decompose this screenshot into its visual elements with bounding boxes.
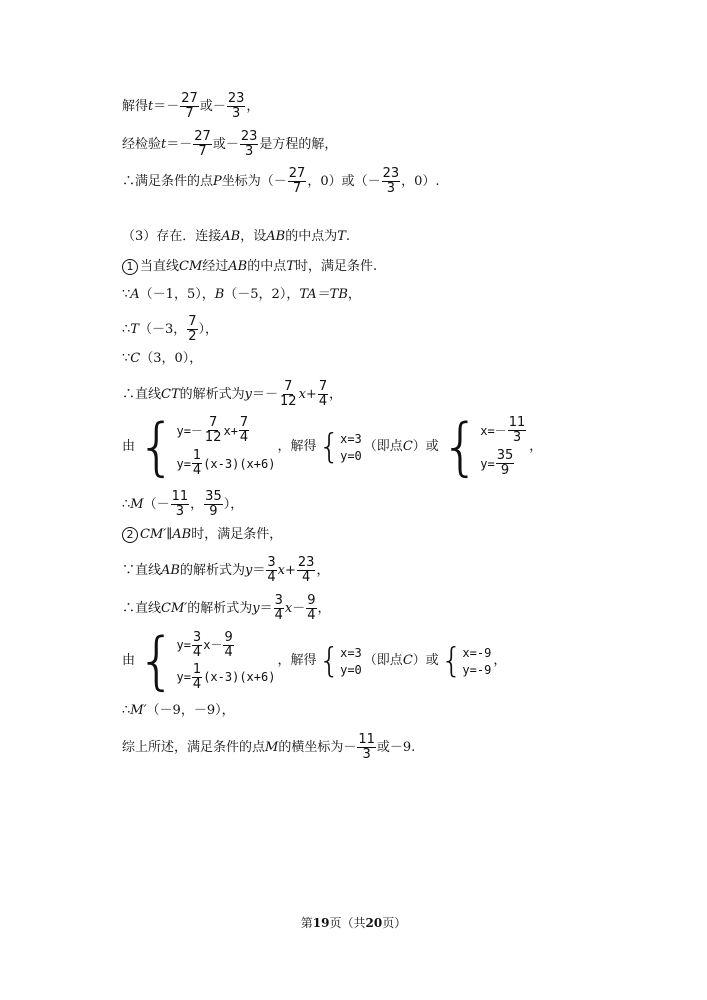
circled-number: 2 (122, 527, 138, 543)
page-footer: 第19页（共20页） (300, 916, 407, 930)
fraction: $\frac{7}{12}$ (280, 379, 297, 409)
fraction: $\frac{11}{3}$ (171, 489, 189, 519)
equation-system: { y=－ $\frac{7}{12}$ x+ $\frac{7}{4}$ y= $\frac{1}{4}$ (x-3)(x+6) (137, 410, 276, 483)
solution-line-15: 由 { y= $\frac{3}{4}$ x－ $\frac{9}{4}$ y= $\frac{1}{4}$ (x-3)(x+6) ，解得 { x=3 y=0 （即点 C ）或 { x=-9 y=-9 ， (122, 624, 507, 697)
solution-system: { x=3 y=0 (318, 427, 362, 467)
fraction: $\frac{35}{9}$ (205, 489, 222, 519)
solution-line-5: 1 当直线 CM 经过 AB 的中点 T 时，满足条件. (122, 259, 377, 275)
page-number: 19 (312, 916, 330, 930)
total-pages: 20 (365, 916, 383, 930)
solution-line-4: （3）存在．连接 AB ，设 AB 的中点为 T . (122, 229, 351, 244)
solution-line-7: ∴ T （－3， $\frac{7}{2}$ ）， (122, 314, 219, 344)
solution-line-17: 综上所述，满足条件的点 M 的横坐标为－ $\frac{11}{3}$ 或－9. (122, 732, 416, 762)
solution-system: { x=－ $\frac{11}{3}$ y= $\frac{35}{9}$ (440, 410, 526, 483)
solution-line-1: 解得 t ＝－ $\frac{27}{7}$ 或－ $\frac{23}{3}$ ， (122, 91, 260, 121)
fraction: $\frac{27}{7}$ (181, 91, 198, 121)
solution-line-12: 2 CM′ ∥ AB 时，满足条件， (122, 527, 282, 543)
solution-line-14: ∴直线 CM′ 的解析式为 y ＝ $\frac{3}{4}$ x － $\frac{9}{4}$ ， (122, 593, 331, 623)
fraction: $\frac{23}{3}$ (227, 91, 245, 121)
fraction: $\frac{23}{3}$ (382, 166, 400, 196)
fraction: $\frac{9}{4}$ (307, 593, 316, 623)
solution-line-8: ∵ C （3，0）， (122, 351, 203, 366)
fraction: $\frac{23}{4}$ (297, 555, 315, 585)
fraction: $\frac{23}{3}$ (240, 129, 258, 159)
solution-line-3: ∴满足条件的点 P 坐标为（－ $\frac{27}{7}$ ，0）或（－ $\frac{23}{3}$ ，0）. (122, 166, 440, 196)
solution-line-6: ∵ A （－1，5）， B （－5，2）， TA＝TB ， (122, 287, 361, 302)
solution-line-10: 由 { y=－ $\frac{7}{12}$ x+ $\frac{7}{4}$ y= $\frac{1}{4}$ (x-3)(x+6) ，解得 { x=3 y=0 （即点 C ）或 { x=－ $\frac{11}{3}$ y= $\frac{35}{9}$ ， (122, 410, 543, 483)
fraction: $\frac{27}{7}$ (288, 166, 306, 196)
fraction: $\frac{7}{2}$ (188, 314, 197, 344)
solution-line-16: ∴ M′ （－9，－9）， (122, 703, 235, 718)
fraction: $\frac{3}{4}$ (274, 593, 283, 623)
solution-system: { x=-9 y=-9 (440, 641, 492, 681)
fraction: $\frac{3}{4}$ (267, 555, 276, 585)
fraction: $\frac{11}{3}$ (358, 732, 375, 762)
solution-line-11: ∴ M （－ $\frac{11}{3}$ ， $\frac{35}{9}$ ）， (122, 489, 244, 519)
solution-line-13: ∵直线 AB 的解析式为 y ＝ $\frac{3}{4}$ x + $\frac{23}{4}$ ， (122, 555, 330, 585)
solution-line-2: 经检验 t ＝－ $\frac{27}{7}$ 或－ $\frac{23}{3}$ 是方程的解， (122, 129, 338, 159)
circled-number: 1 (122, 259, 138, 275)
fraction: $\frac{27}{7}$ (194, 129, 211, 159)
solution-system: { x=3 y=0 (318, 641, 362, 681)
fraction: $\frac{7}{4}$ (318, 379, 328, 409)
solution-line-9: ∴直线 CT 的解析式为 y ＝－ $\frac{7}{12}$ x + $\frac{7}{4}$ ， (122, 379, 343, 409)
equation-system: { y= $\frac{3}{4}$ x－ $\frac{9}{4}$ y= $\frac{1}{4}$ (x-3)(x+6) (137, 624, 276, 697)
